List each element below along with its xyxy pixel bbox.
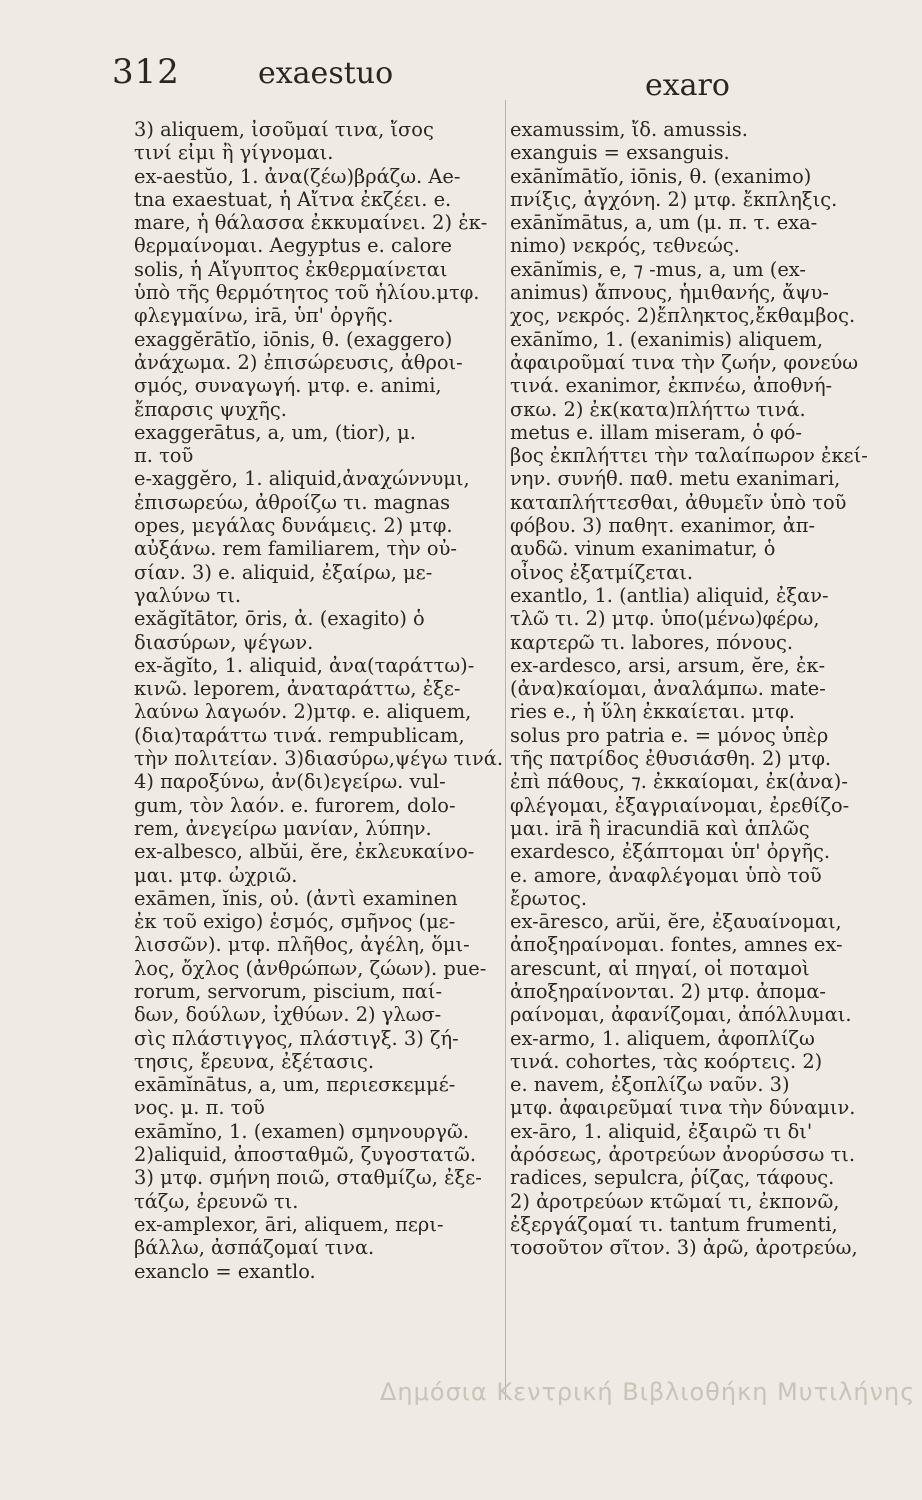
entry-line: exantlo, 1. (antlia) aliquid, ἐξαν- [510,583,829,607]
entry-line: e-xaggĕro, 1. aliquid,ἀναχώννυμι, [134,467,470,491]
entry-line: δων, δούλων, ἰχθύων. 2) γλωσ- [134,1003,442,1027]
entry-line: mare, ἡ θάλασσα ἐκκυμαίνει. 2) ἐκ- [134,211,488,235]
entry-line: σὶς πλάστιγγος, πλάστιγξ. 3) ζή- [134,1026,459,1050]
entry-line: solis, ἡ Αἴγυπτος ἐκθερμαίνεται [134,257,448,281]
entry-line: λαύνω λαγωόν. 2)μτφ. e. aliquem, [134,700,472,724]
entry-line: exāmen, ĭnis, οὐ. (ἀντὶ examinen [134,886,458,910]
entry-line: ραίνομαι, ἀφανίζομαι, ἀπόλλυμαι. [510,1003,852,1027]
entry-line: ἀποξηραίνονται. 2) μτφ. ἀπομα- [510,979,826,1003]
entry-line: τῆς πατρίδος ἐθυσιάσθη. 2) μτφ. [510,747,832,771]
entry-line: ἀρόσεως, ἀροτρεύων ἀνορύσσω τι. [510,1143,856,1167]
entry-line: σκω. 2) ἐκ(κατα)πλήττω τινά. [510,397,806,421]
entry-line: ἔπαρσις ψυχῆς. [134,397,287,421]
entry-line: e. navem, ἐξοπλίζω ναῦν. 3) [510,1073,790,1097]
entry-line: exanclo = exantlo. [134,1259,316,1283]
entry-line: φόβου. 3) παθητ. exanimor, ἀπ- [510,514,816,538]
entry-line: λισσῶν). μτφ. πλῆθος, ἀγέλη, ὅμι- [134,933,470,957]
entry-line: exāmĭnātus, a, um, περιεσκεμμέ- [134,1073,456,1097]
entry-line: ex-āresco, arŭi, ĕre, ἐξαυαίνομαι, [510,910,842,934]
page-header [0,52,922,112]
entry-line: ries e., ἡ ὕλη ἐκκαίεται. μτφ. [510,700,795,724]
entry-line: arescunt, αἱ πηγαί, οἱ ποταμοὶ [510,956,810,980]
entry-line: φλέγομαι, ἐξαγριαίνομαι, ἐρεθίζο- [510,793,850,817]
entry-line: ex-amplexor, āri, aliquem, περι- [134,1212,444,1236]
entry-line: λος, ὄχλος (ἀνθρώπων, ζώων). pue- [134,956,487,980]
entry-line: καταπλήττεσθαι, ἀθυμεῖν ὑπὸ τοῦ [510,490,847,514]
entry-line: ὑπὸ τῆς θερμότητος τοῦ ἡλίου.μτφ. [134,281,480,305]
entry-line: μτφ. ἀφαιρεῦμαί τινα τὴν δύναμιν. [510,1096,856,1120]
entry-line: ἐπὶ πάθους, ⁊. ἐκκαίομαι, ἐκ(ἀνα)- [510,770,848,794]
entry-line: ex-āro, 1. aliquid, ἐξαιρῶ τι δι' [510,1119,813,1143]
entry-line: opes, μεγάλας δυνάμεις. 2) μτφ. [134,514,453,538]
entry-line: τοσοῦτον σῖτον. 3) ἀρῶ, ἀροτρεύω, [510,1236,858,1260]
entry-line: tna exaestuat, ἡ Αἴτνα ἐκζέει. e. [134,187,452,211]
entry-line: ἀνάχωμα. 2) ἐπισώρευσις, ἀθροι- [134,350,463,374]
library-watermark: Δημόσια Κεντρική Βιβλιοθήκη Μυτιλήνης [380,1378,916,1406]
entry-line: exānĭmo, 1. (exanimis) aliquem, [510,327,824,351]
entry-line: θερμαίνομαι. Aegyptus e. calore [134,234,453,258]
entry-line: 3) μτφ. σμήνη ποιῶ, σταθμίζω, ἐξε- [134,1166,482,1190]
entry-line: nimo) νεκρός, τεθνεώς. [510,234,740,258]
entry-line: π. τοῦ [134,444,194,468]
entry-line: τινά. cohortes, τὰς κοόρτεις. 2) [510,1049,823,1073]
column-divider [505,100,506,1400]
entry-line: e. amore, ἀναφλέγομαι ὑπὸ τοῦ [510,863,822,887]
entry-line: τινί εἰμι ἢ γίγνομαι. [134,141,334,165]
entry-line: ἔρωτος. [510,886,588,910]
entry-line: solus pro patria e. = μόνος ὑπὲρ [510,723,829,747]
entry-line: exaggĕrātĭo, iōnis, θ. (exaggero) [134,327,453,351]
entry-line: τλῶ τι. 2) μτφ. ὑπο(μένω)φέρω, [510,607,820,631]
entry-line: ἀποξηραίνομαι. fontes, amnes ex- [510,933,843,957]
entry-line: exānĭmātus, a, um (μ. π. τ. exa- [510,211,818,235]
entry-line: χος, νεκρός. 2)ἔπληκτος,ἔκθαμβος. [510,304,856,328]
entry-line: αὐξάνω. rem familiarem, τὴν οὐ- [134,537,457,561]
entry-line: ex-ardesco, arsi, arsum, ĕre, ἐκ- [510,653,826,677]
entry-line: rorum, servorum, piscium, παί- [134,979,443,1003]
entry-line: examussim, ἴδ. amussis. [510,118,748,141]
entry-line: πνίξις, ἀγχόνη. 2) μτφ. ἔκπληξις. [510,187,838,211]
entry-line: animus) ἄπνους, ἡμιθανής, ἄψυ- [510,281,829,305]
entry-line: ex-aestŭo, 1. ἀνα(ζέω)βράζω. Ae- [134,164,461,188]
entry-line: ἐξεργάζομαί τι. tantum frumenti, [510,1212,838,1236]
entry-line: αυδῶ. vinum exanimatur, ὁ [510,537,776,561]
entry-line: rem, ἀνεγείρω μανίαν, λύπην. [134,816,432,840]
entry-line: exānĭmis, e, ⁊ -mus, a, um (ex- [510,257,806,281]
entry-line: διασύρων, ψέγων. [134,630,314,654]
page-number: 312 [112,52,180,92]
entry-line: exăgĭtātor, ōris, ἀ. (exagito) ὁ [134,607,425,631]
entry-line: οἶνος ἐξατμίζεται. [510,560,694,584]
entry-line: metus e. illam miseram, ὁ φό- [510,420,802,444]
entry-line: γαλύνω τι. [134,583,242,607]
left-column [134,118,504,1283]
entry-line: μαι. μτφ. ὠχριῶ. [134,863,298,887]
entry-line: μαι. irā ἢ iracundiā καὶ ἁπλῶς [510,816,810,840]
entry-line: ἐπισωρεύω, ἀθροίζω τι. magnas [134,490,451,514]
guide-word-right: exaro [645,68,730,103]
right-column [510,118,902,1260]
entry-line: ἐκ τοῦ exigo) ἑσμός, σμῆνος (με- [134,910,456,934]
entry-line: exānĭmātĭo, iōnis, θ. (exanimo) [510,164,812,188]
entry-line: ἀφαιροῦμαί τινα τὴν ζωήν, φονεύω [510,350,859,374]
entry-line: φλεγμαίνω, irā, ὑπ' ὀργῆς. [134,304,394,328]
entry-line: gum, τὸν λαόν. e. furorem, dolo- [134,793,456,817]
entry-line: exanguis = exsanguis. [510,141,730,165]
entry-line: ex-armo, 1. aliquem, ἀφοπλίζω [510,1026,815,1050]
entry-line: (ἀνα)καίομαι, ἀναλάμπω. mate- [510,677,826,701]
entry-line: σμός, συναγωγή. μτφ. e. animi, [134,374,442,398]
entry-line: 2)aliquid, ἀποσταθμῶ, ζυγοστατῶ. [134,1143,477,1167]
entry-line: 3) aliquem, ἰσοῦμαί τινα, ἴσος [134,118,434,141]
entry-line: radices, sepulcra, ῥίζας, τάφους. [510,1166,835,1190]
entry-line: βος ἐκπλήττει τὴν ταλαίπωρον ἐκεί- [510,444,868,468]
entry-line: 2) ἀροτρεύων κτῶμαί τι, ἐκπονῶ, [510,1189,840,1213]
entry-line: 4) παροξύνω, ἀν(δι)εγείρω. vul- [134,770,446,794]
entry-line: νος. μ. π. τοῦ [134,1096,265,1120]
entry-line: exardesco, ἐξάπτομαι ὑπ' ὀργῆς. [510,840,831,864]
entry-line: σίαν. 3) e. aliquid, ἐξαίρω, με- [134,560,433,584]
entry-line: νην. συνήθ. παθ. metu exanimari, [510,467,841,491]
entry-line: τινά. exanimor, ἐκπνέω, ἀποθνή- [510,374,833,398]
guide-word-left: exaestuo [258,56,394,91]
entry-line: βάλλω, ἀσπάζομαί τινα. [134,1236,375,1260]
entry-line: exāmĭno, 1. (examen) σμηνουργῶ. [134,1119,469,1143]
entry-line: ex-albesco, albŭi, ĕre, ἐκλευκαίνο- [134,840,475,864]
entry-line: καρτερῶ τι. labores, πόνους. [510,630,793,654]
entry-line: τάζω, ἐρευνῶ τι. [134,1189,299,1213]
entry-line: exaggerātus, a, um, (tior), μ. [134,420,416,444]
entry-line: τὴν πολιτείαν. 3)διασύρω,ψέγω τινά. [134,747,504,771]
entry-line: τησις, ἔρευνα, ἐξέτασις. [134,1049,375,1073]
entry-line: ex-ăgĭto, 1. aliquid, ἀνα(ταράττω)- [134,653,475,677]
entry-line: (δια)ταράττω τινά. rempublicam, [134,723,465,747]
entry-line: κινῶ. leporem, ἀναταράττω, ἐξε- [134,677,461,701]
